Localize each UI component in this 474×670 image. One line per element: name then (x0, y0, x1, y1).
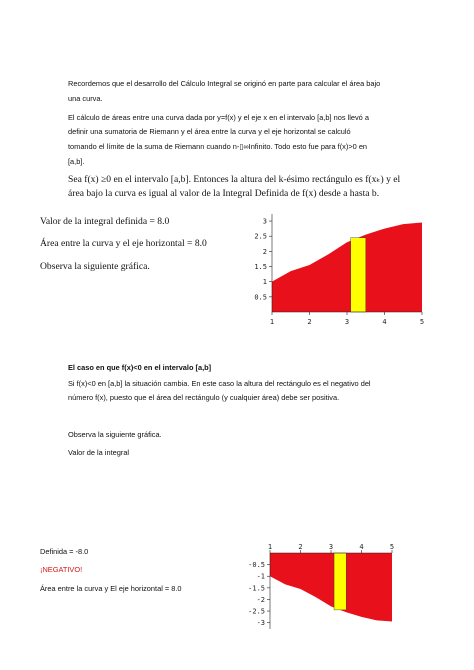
chart1-y-tick-label: 2 (262, 247, 267, 256)
intro-line-1: Recordemos que el desarrollo del Cálculo Integral se originó en parte para calcular el área bajo (68, 79, 381, 88)
intro-line-2: una curva. (68, 94, 103, 103)
areas-line-3: tomando el límite de la suma de Riemann cuando n-▯∞Infinito. Todo esto fue para f(x)>0 en (68, 142, 368, 151)
negative-integral-label: Valor de la integral (68, 448, 130, 457)
positive-area-chart (250, 212, 430, 330)
positive-line-2: área bajo la curva es igual al valor de la Integral Definida de f(x) desde a hasta b. (68, 188, 380, 199)
positive-area-value: Área entre la curva y el eje horizontal = 8.0 (40, 238, 207, 249)
chart1-x-tick-label: 1 (269, 318, 275, 326)
areas-line-1: El cálculo de áreas entre una curva dada por y=f(x) y el eje x en el intervalo [a,b] nos llevó a (68, 113, 369, 122)
chart2-x-tick-label: 5 (389, 543, 395, 551)
chart1-y-tick-label: 1.5 (254, 263, 267, 272)
chart1-x-tick-label: 3 (344, 318, 350, 326)
negative-observe: Observa la siguiente gráfica. (68, 430, 162, 439)
areas-line-4: [a,b]. (68, 157, 85, 166)
chart1-x-tick-label: 4 (382, 318, 387, 326)
chart2-x-tick-label: 2 (298, 543, 303, 551)
chart1-y-tick-label: 1 (262, 278, 267, 287)
chart2-y-tick-label: -1 (256, 572, 265, 581)
negative-area-value: Área entre la curva y El eje horizontal = 8.0 (40, 584, 182, 593)
chart2-y-tick-label: -3 (256, 619, 265, 628)
chart2-x-tick-label: 1 (267, 543, 273, 551)
chart1-y-tick-label: 2.5 (254, 232, 267, 241)
chart2-y-tick-label: -2 (256, 595, 265, 604)
chart1-y-tick-label: 3 (262, 217, 267, 226)
negative-definite-value: Definida = -8.0 (40, 547, 89, 556)
chart2-y-tick-label: -2.5 (248, 607, 265, 616)
chart2-highlight-rect (334, 553, 346, 610)
negative-line-1: Si f(x)<0 en [a,b] la situación cambia. En este caso la altura del rectángulo es el negativo del (68, 379, 371, 388)
chart1-x-tick-label: 5 (419, 318, 425, 326)
chart1-y-tick-label: 0.5 (254, 293, 267, 302)
negative-heading: El caso en que f(x)<0 en el intervalo [a,b] (68, 363, 212, 372)
chart2-area-fill (270, 553, 392, 622)
chart2-y-tick-label: -0.5 (248, 561, 265, 570)
negative-line-2: número f(x), puesto que el área del rectángulo (y cualquier área) debe ser positiva. (68, 393, 340, 402)
chart2-y-tick-label: -1.5 (248, 584, 265, 593)
areas-line-2: definir una sumatoria de Riemann y el área entre la curva y el eje horizontal se calculó (68, 127, 351, 136)
negative-note: ¡NEGATIVO! (40, 565, 83, 574)
positive-observe: Observa la siguiente gráfica. (40, 261, 150, 272)
chart1-highlight-rect (351, 238, 366, 312)
chart1-x-tick-label: 2 (307, 318, 312, 326)
chart1-area-fill (272, 223, 422, 312)
negative-area-chart (240, 545, 400, 635)
positive-line-1: Sea f(x) ≥0 en el intervalo [a,b]. Entonces la altura del k-ésimo rectángulo es f(xₖ) y el (68, 174, 401, 185)
positive-integral-value: Valor de la integral definida = 8.0 (40, 216, 170, 227)
chart2-x-tick-label: 4 (359, 543, 364, 551)
chart2-x-tick-label: 3 (328, 543, 334, 551)
